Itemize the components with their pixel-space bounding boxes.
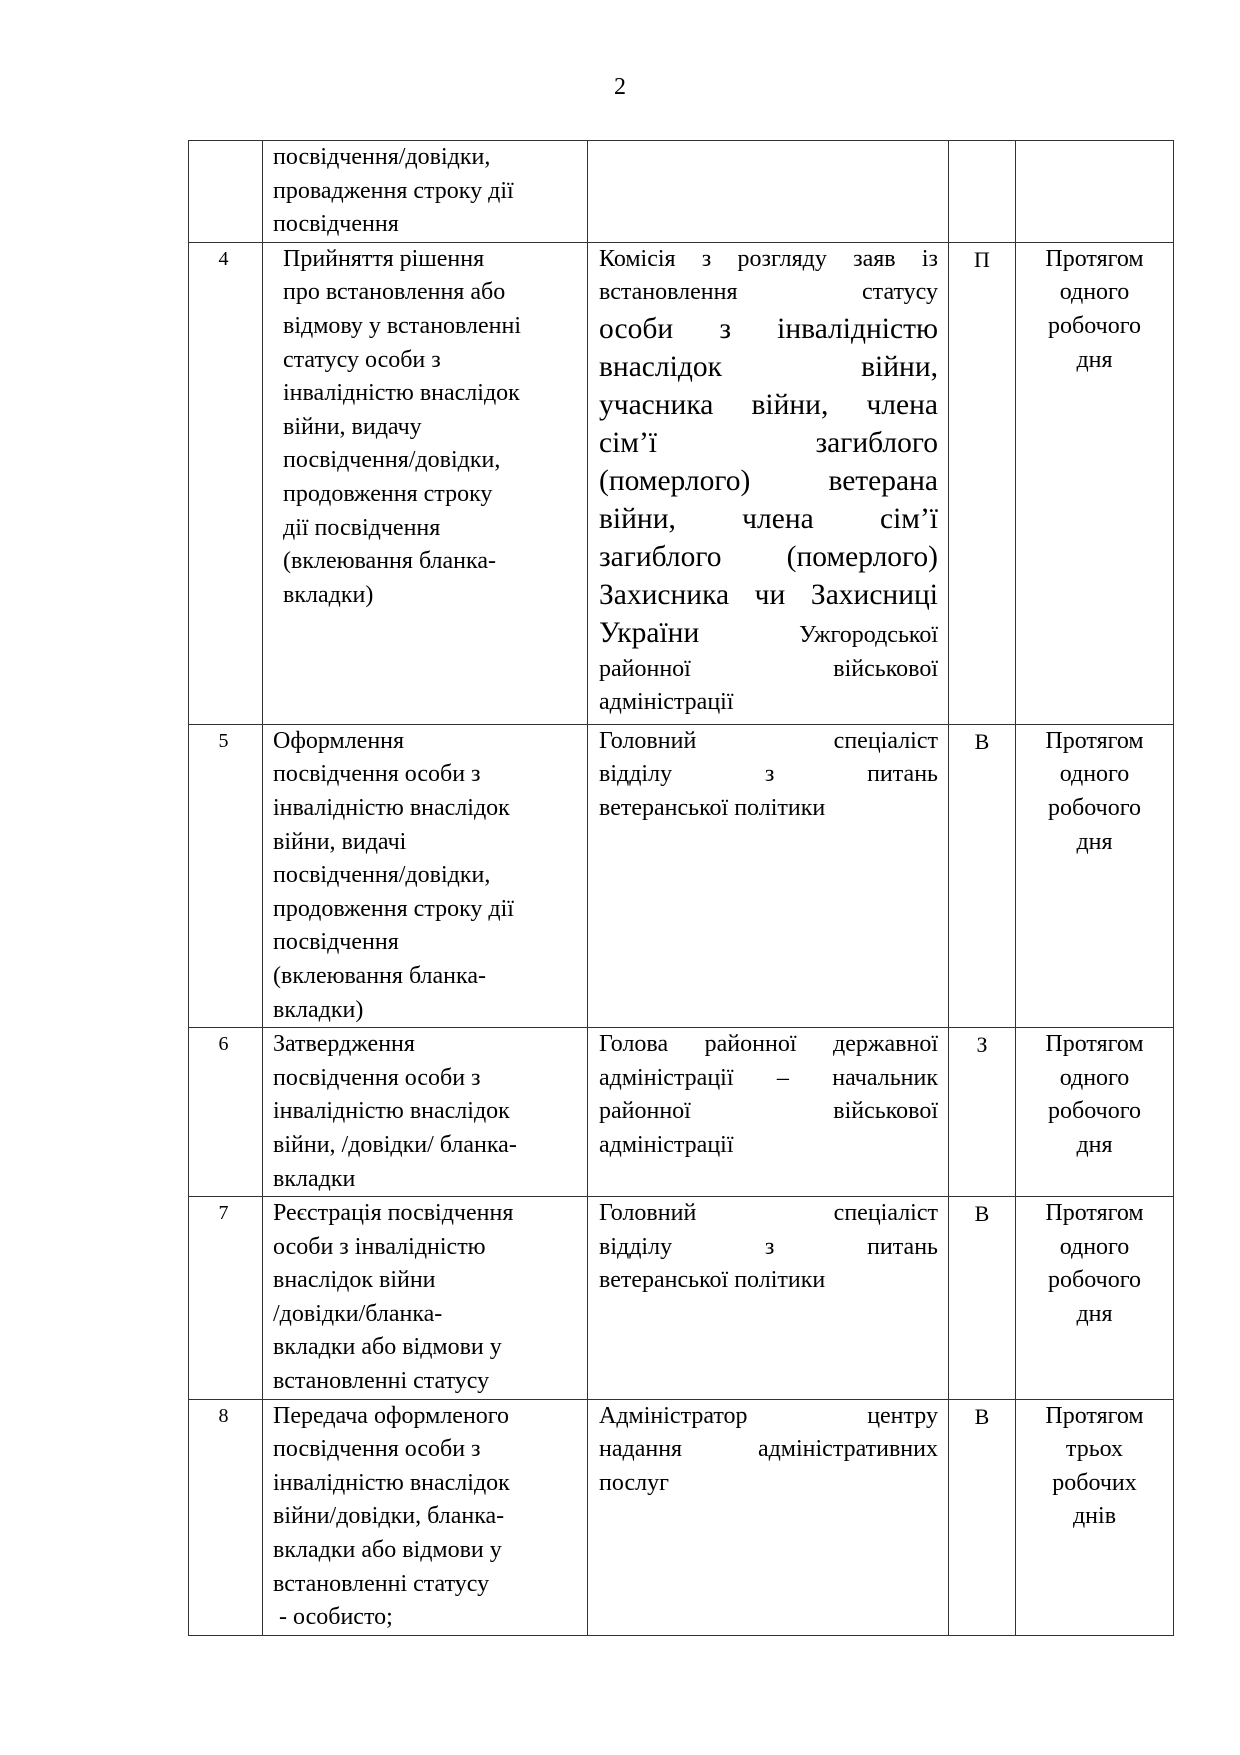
responsible-line: встановлення статусу [599,279,938,306]
term-cell [1016,1197,1174,1400]
responsible-cell [588,242,949,724]
table-row [189,1028,1174,1197]
responsible-line: послуг [599,1469,669,1496]
step-line: встановленні статусу [273,1368,490,1395]
step-line: Прийняття рішення [283,245,485,272]
responsible-line: Головний спеціаліст [599,1200,938,1227]
step-line: статусу особи з [283,346,441,373]
procedure-table [188,140,1174,1636]
step-line: особи з інвалідністю [273,1233,486,1260]
code-letter: В [974,728,990,754]
code-letter: В [974,1201,990,1227]
code-cell [949,1197,1016,1400]
step-line: Реєстрація посвідчення [273,1200,514,1227]
step-line: інвалідністю внаслідок [273,1469,510,1496]
responsible-line: внаслідок війни, [599,350,938,383]
row-number: 7 [218,1202,229,1225]
responsible-line: адміністрації – начальник [599,1064,938,1091]
term-line: Протягом [1045,1200,1144,1227]
step-line: посвідчення [273,211,399,238]
step-line: Передача оформленого [273,1402,510,1429]
step-line: Затвердження [273,1031,415,1058]
step-line: посвідчення особи з [273,761,481,788]
responsible-line: Голова районної державної [599,1031,938,1058]
step-line: вкладки) [273,996,364,1023]
step-line: вкладки) [283,581,374,608]
term-line: одного [1059,1233,1130,1260]
step-line: вкладки або відмови у [273,1537,502,1564]
responsible-word-small: Ужгородської [799,621,938,648]
code-letter: З [976,1032,988,1058]
table-row [189,724,1174,1027]
responsible-cell [588,1197,949,1400]
term-line: днів [1072,1503,1117,1530]
step-cell [263,242,588,724]
term-line: Протягом [1045,727,1144,754]
step-line: вкладки [273,1165,356,1192]
responsible-line: надання адміністративних [599,1436,938,1463]
term-line: дня [1076,346,1113,373]
step-line: війни/довідки, бланка- [273,1503,505,1530]
step-cell [263,1028,588,1197]
step-line: провадження строку дії [273,177,514,204]
code-letter: В [974,1403,990,1429]
responsible-line: війни, члена сім’ї [599,502,938,535]
row-number: 8 [218,1404,229,1427]
step-line: війни, видачу [283,413,422,440]
responsible-cell [588,724,949,1027]
code-cell [949,1028,1016,1197]
row-number-cell [189,1197,263,1400]
step-cell [263,724,588,1027]
responsible-mixed-line [599,614,938,653]
responsible-cell [588,1399,949,1635]
responsible-line: Адміністратор центру [599,1402,938,1429]
step-line: (вклеювання бланка- [273,962,486,989]
term-line: Протягом [1045,1031,1144,1058]
responsible-line: районної військової [599,655,938,682]
row-number-cell [189,141,263,243]
step-line: продовження строку дії [273,895,514,922]
responsible-line: відділу з питань [599,1233,938,1260]
step-line: встановленні статусу [273,1570,490,1597]
responsible-line: адміністрації [599,1131,734,1158]
responsible-line: Захисника чи Захисниці [599,578,938,611]
row-number: 4 [218,247,229,270]
term-line: робочого [1048,1267,1141,1294]
step-line: (вклеювання бланка- [283,548,496,575]
term-line: одного [1059,279,1130,306]
responsible-line: відділу з питань [599,761,938,788]
row-number-cell [189,724,263,1027]
step-line: Оформлення [273,727,405,754]
term-line: одного [1059,1064,1130,1091]
responsible-cell [588,1028,949,1197]
term-line: одного [1059,761,1130,788]
page-number: 2 [614,74,626,100]
term-cell [1016,242,1174,724]
responsible-line: районної військової [599,1098,938,1125]
table-row [189,141,1174,243]
responsible-line: сім’ї загиблого [599,426,938,459]
step-line: посвідчення/довідки, [273,144,491,170]
step-line: посвідчення [273,929,399,956]
step-line: інвалідністю внаслідок [273,794,510,821]
responsible-line: адміністрації [599,689,734,716]
step-line: відмову у встановленні [283,312,522,339]
step-line: війни, видачі [273,828,407,855]
term-line: дня [1076,828,1113,855]
step-line: війни, /довідки/ бланка- [273,1131,517,1158]
row-number: 5 [218,729,229,752]
table-row [189,1399,1174,1635]
step-line: дії посвідчення [283,514,441,541]
term-line: робочого [1048,1098,1141,1125]
step-line: про встановлення або [283,279,506,306]
responsible-line: ветеранської політики [599,794,826,821]
table-row [189,1197,1174,1400]
code-letter: П [974,246,990,272]
term-line: робочого [1048,794,1141,821]
responsible-line: Комісія з розгляду заяв із [599,245,938,272]
table-row [189,242,1174,724]
step-line: продовження строку [283,480,493,507]
code-cell [949,141,1016,243]
responsible-word-big: України [599,616,700,649]
responsible-line: учасника війни, члена [599,388,938,421]
term-line: трьох [1065,1436,1124,1463]
step-cell [263,141,588,243]
term-line: дня [1076,1131,1113,1158]
step-line: - особисто; [273,1604,393,1631]
row-number-cell [189,242,263,724]
step-line: інвалідністю внаслідок [273,1098,510,1125]
code-cell [949,242,1016,724]
step-line: посвідчення/довідки, [283,447,501,474]
responsible-cell [588,141,949,243]
step-line: посвідчення особи з [273,1064,481,1091]
responsible-line: Головний спеціаліст [599,727,938,754]
code-cell [949,1399,1016,1635]
step-cell [263,1197,588,1400]
responsible-line: (померлого) ветерана [599,464,938,497]
term-cell [1016,1028,1174,1197]
term-line: робочого [1048,312,1141,339]
term-line: дня [1076,1300,1113,1327]
term-cell [1016,724,1174,1027]
step-line: /довідки/бланка- [273,1300,443,1327]
step-cell [263,1399,588,1635]
term-line: Протягом [1045,245,1144,272]
code-cell [949,724,1016,1027]
step-line: інвалідністю внаслідок [283,380,520,407]
step-line: посвідчення особи з [273,1436,481,1463]
responsible-line: загиблого (померлого) [599,540,938,573]
term-cell [1016,1399,1174,1635]
row-number: 6 [218,1033,229,1056]
row-number-cell [189,1028,263,1197]
row-number-cell [189,1399,263,1635]
step-line: посвідчення/довідки, [273,862,491,889]
term-line: Протягом [1045,1402,1144,1429]
responsible-line: особи з інвалідністю [599,312,938,345]
term-cell [1016,141,1174,243]
step-line: вкладки або відмови у [273,1334,502,1361]
responsible-line: ветеранської політики [599,1267,826,1294]
term-line: робочих [1052,1469,1137,1496]
step-line: внаслідок війни [273,1267,436,1294]
